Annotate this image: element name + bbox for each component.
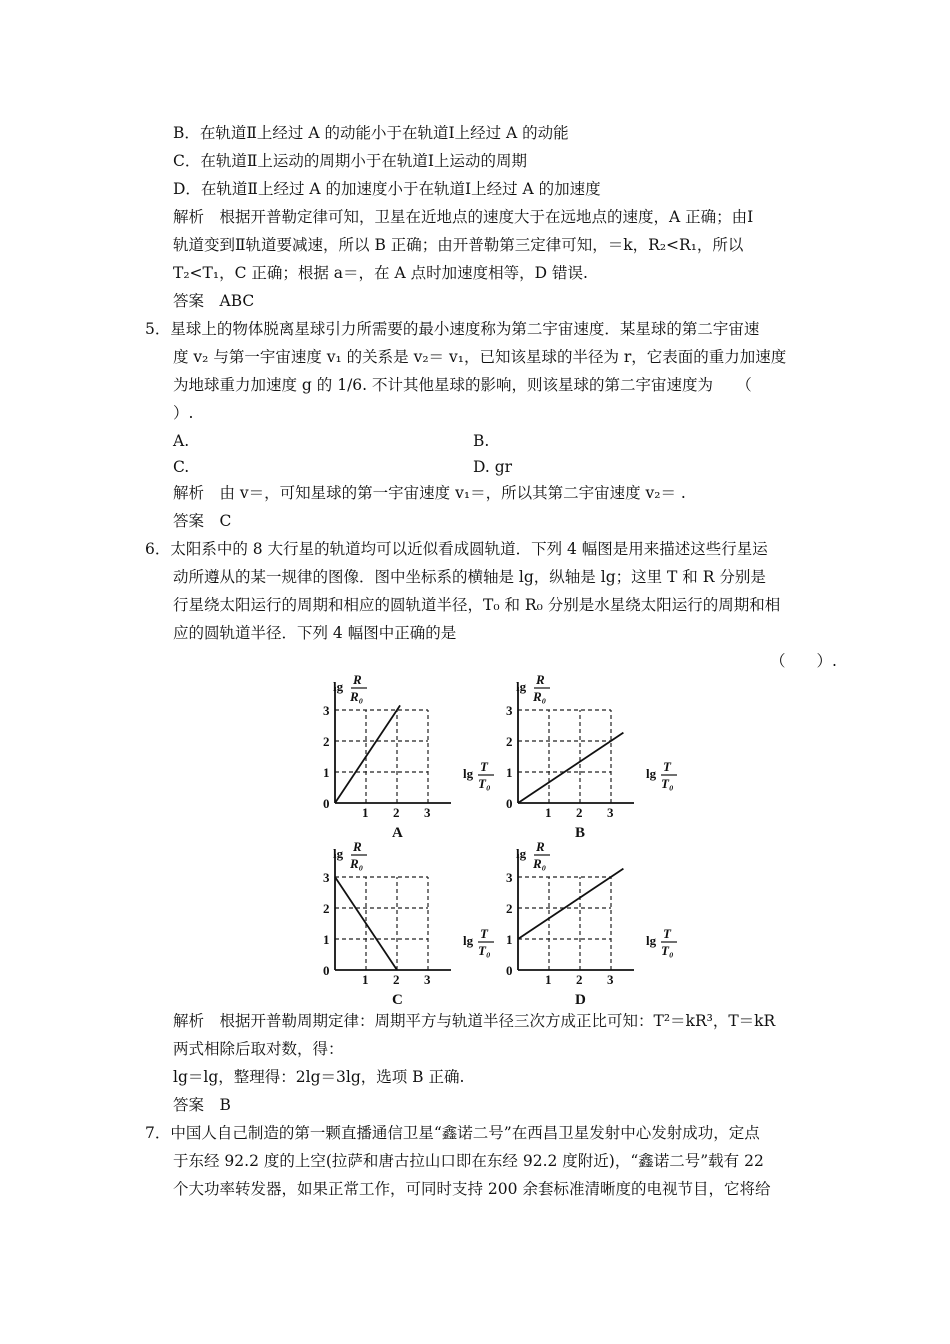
- x-axis-label: lg: [463, 766, 474, 781]
- x-tick-label: 3: [607, 972, 614, 987]
- text-line: lg＝lg，整理得：2lg＝3lg，选项 B 正确.: [173, 1068, 465, 1086]
- origin-label: 0: [506, 796, 513, 811]
- text-line: 解析 根据开普勒周期定律：周期平方与轨道半径三次方成正比可知：T²＝kR³，T＝kR: [173, 1012, 776, 1030]
- y-axis-label-den: R₀: [533, 689, 547, 704]
- graph-D: [506, 839, 677, 1008]
- x-axis-label: lg: [646, 766, 657, 781]
- text-line: 应的圆轨道半径．下列 4 幅图中正确的是: [173, 624, 457, 642]
- panel-label: C: [392, 992, 403, 1008]
- y-axis-label-num: R: [353, 839, 362, 854]
- x-axis-label: lg: [646, 933, 657, 948]
- x-axis-label-den: T₀: [661, 776, 674, 791]
- y-axis-label: lg: [516, 679, 527, 694]
- text-line: 5．星球上的物体脱离星球引力所需要的最小速度称为第二宇宙速度．某星球的第二宇宙速: [145, 320, 760, 338]
- x-axis-label-num: T: [663, 759, 671, 774]
- x-tick-label: 1: [362, 805, 369, 820]
- text-line: 答案 C: [173, 512, 232, 530]
- graph-A: [323, 672, 494, 841]
- text-line: 个大功率转发器，如果正常工作，可同时支持 200 余套标准清晰度的电视节目，它将给: [173, 1180, 771, 1198]
- text-line: 解析 由 v＝，可知星球的第一宇宙速度 v₁＝，所以其第二宇宙速度 v₂＝ .: [173, 484, 686, 502]
- y-axis-label-num: R: [536, 839, 545, 854]
- y-axis-label: lg: [516, 846, 527, 861]
- y-tick-label: 2: [323, 901, 330, 916]
- x-axis-label-num: T: [480, 759, 488, 774]
- text-line: （ ）.: [770, 652, 837, 670]
- x-tick-label: 2: [576, 805, 583, 820]
- text-line: 解析 根据开普勒定律可知，卫星在近地点的速度大于在远地点的速度，A 正确；由Ⅰ: [173, 208, 754, 226]
- x-tick-label: 2: [393, 805, 400, 820]
- y-tick-label: 3: [506, 703, 513, 718]
- x-axis-label-num: T: [480, 926, 488, 941]
- text-line: B.: [473, 432, 490, 450]
- text-line: 7．中国人自己制造的第一颗直播通信卫星“鑫诺二号”在西昌卫星发射中心发射成功，定点: [145, 1124, 760, 1142]
- series-line-D: [518, 869, 623, 939]
- x-tick-label: 2: [393, 972, 400, 987]
- text-line: B．在轨道Ⅱ上经过 A 的动能小于在轨道Ⅰ上经过 A 的动能: [173, 124, 569, 142]
- graph-B: [506, 672, 677, 841]
- x-axis-label-den: T₀: [661, 943, 674, 958]
- text-line: 答案 ABC: [173, 292, 255, 310]
- text-line: ）.: [173, 404, 194, 422]
- y-tick-label: 3: [506, 870, 513, 885]
- origin-label: 0: [323, 963, 330, 978]
- text-line: C.: [173, 458, 190, 476]
- text-line: 6．太阳系中的 8 大行星的轨道均可以近似看成圆轨道．下列 4 幅图是用来描述这些行星运: [145, 540, 768, 558]
- y-tick-label: 1: [506, 765, 513, 780]
- x-tick-label: 3: [424, 972, 431, 987]
- panel-label: B: [575, 825, 586, 841]
- x-tick-label: 1: [362, 972, 369, 987]
- x-tick-label: 1: [545, 972, 552, 987]
- y-tick-label: 3: [323, 870, 330, 885]
- text-line: 度 v₂ 与第一宇宙速度 v₁ 的关系是 v₂＝ v₁，已知该星球的半径为 r，它表面的重力加速度: [173, 348, 787, 366]
- text-line: 于东经 92.2 度的上空(拉萨和唐古拉山口即在东经 92.2 度附近)，“鑫诺二号”载有 22: [173, 1152, 764, 1170]
- series-line-C: [335, 877, 397, 970]
- y-axis-label-den: R₀: [533, 856, 547, 871]
- text-line: T₂<T₁，C 正确；根据 a＝，在 A 点时加速度相等，D 错误.: [173, 264, 588, 282]
- y-tick-label: 1: [323, 932, 330, 947]
- y-axis-label: lg: [333, 679, 344, 694]
- y-axis-label-num: R: [536, 672, 545, 687]
- text-line: 轨道变到Ⅱ轨道要减速，所以 B 正确；由开普勒第三定律可知，＝k，R₂<R₁，所以: [173, 236, 744, 254]
- y-axis-label-den: R₀: [350, 856, 364, 871]
- x-axis-label: lg: [463, 933, 474, 948]
- x-tick-label: 1: [545, 805, 552, 820]
- text-line: 行星绕太阳运行的周期和相应的圆轨道半径，T₀ 和 R₀ 分别是水星绕太阳运行的周期和相: [173, 596, 781, 614]
- y-tick-label: 1: [506, 932, 513, 947]
- text-line: 答案 B: [173, 1096, 231, 1114]
- text-line: 两式相除后取对数，得：: [173, 1040, 344, 1058]
- text-line: A.: [173, 432, 190, 450]
- origin-label: 0: [323, 796, 330, 811]
- text-line: D．在轨道Ⅱ上经过 A 的加速度小于在轨道Ⅰ上经过 A 的加速度: [173, 180, 601, 198]
- y-tick-label: 2: [323, 734, 330, 749]
- series-line-A: [335, 705, 400, 803]
- y-tick-label: 2: [506, 734, 513, 749]
- x-tick-label: 3: [424, 805, 431, 820]
- y-axis-label-den: R₀: [350, 689, 364, 704]
- text-line: C．在轨道Ⅱ上运动的周期小于在轨道Ⅰ上运动的周期: [173, 152, 528, 170]
- text-line: D. gr: [473, 458, 513, 476]
- panel-label: A: [392, 825, 403, 841]
- text-line: 为地球重力加速度 g 的 1/6. 不计其他星球的影响，则该星球的第二宇宙速度为 （: [173, 376, 752, 394]
- x-axis-label-num: T: [663, 926, 671, 941]
- text-line: 动所遵从的某一规律的图像．图中坐标系的横轴是 lg，纵轴是 lg；这里 T 和 R 分别是: [173, 568, 766, 586]
- x-tick-label: 3: [607, 805, 614, 820]
- y-axis-label: lg: [333, 846, 344, 861]
- panel-label: D: [575, 992, 586, 1008]
- y-tick-label: 3: [323, 703, 330, 718]
- graph-C: [323, 839, 494, 1008]
- x-axis-label-den: T₀: [478, 943, 491, 958]
- y-axis-label-num: R: [353, 672, 362, 687]
- y-tick-label: 2: [506, 901, 513, 916]
- y-tick-label: 1: [323, 765, 330, 780]
- x-tick-label: 2: [576, 972, 583, 987]
- origin-label: 0: [506, 963, 513, 978]
- series-line-B: [518, 733, 623, 803]
- x-axis-label-den: T₀: [478, 776, 491, 791]
